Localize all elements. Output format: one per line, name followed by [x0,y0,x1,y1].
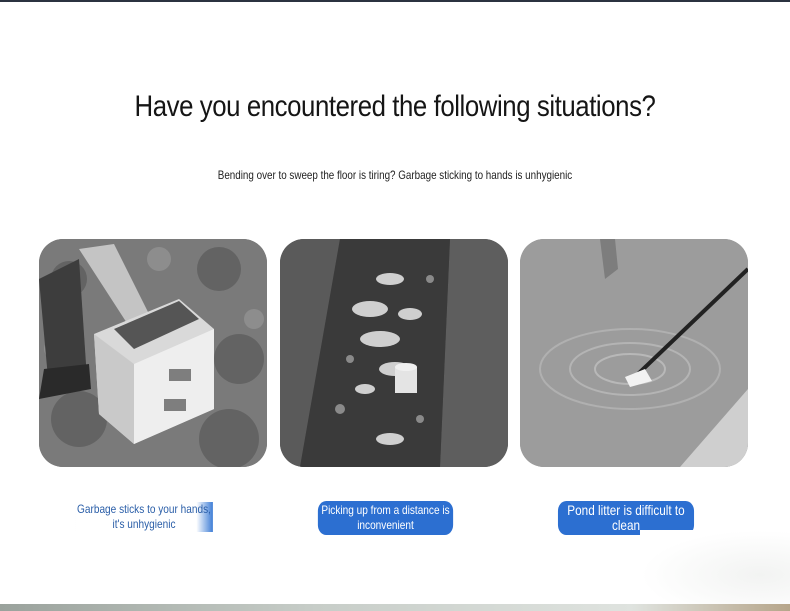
caption-garbage-sticks: Garbage sticks to your hands, it's unhygienic [77,502,211,531]
section-subtitle: Bending over to sweep the floor is tiring? Garbage sticking to hands is unhygienic [217,168,573,182]
caption-picking-distance: Picking up from a distance is inconvenient [318,501,453,535]
corner-decoration [640,530,790,605]
caption-pond-litter: Pond litter is difficult to clean [558,501,694,535]
top-divider [0,0,790,2]
photo-litter-ditch [280,239,508,467]
section-title: Have you encountered the following situations? [134,90,656,123]
photo-garbage-box [39,239,267,467]
photo-pond-net [520,239,748,467]
bottom-image-strip [0,604,790,611]
